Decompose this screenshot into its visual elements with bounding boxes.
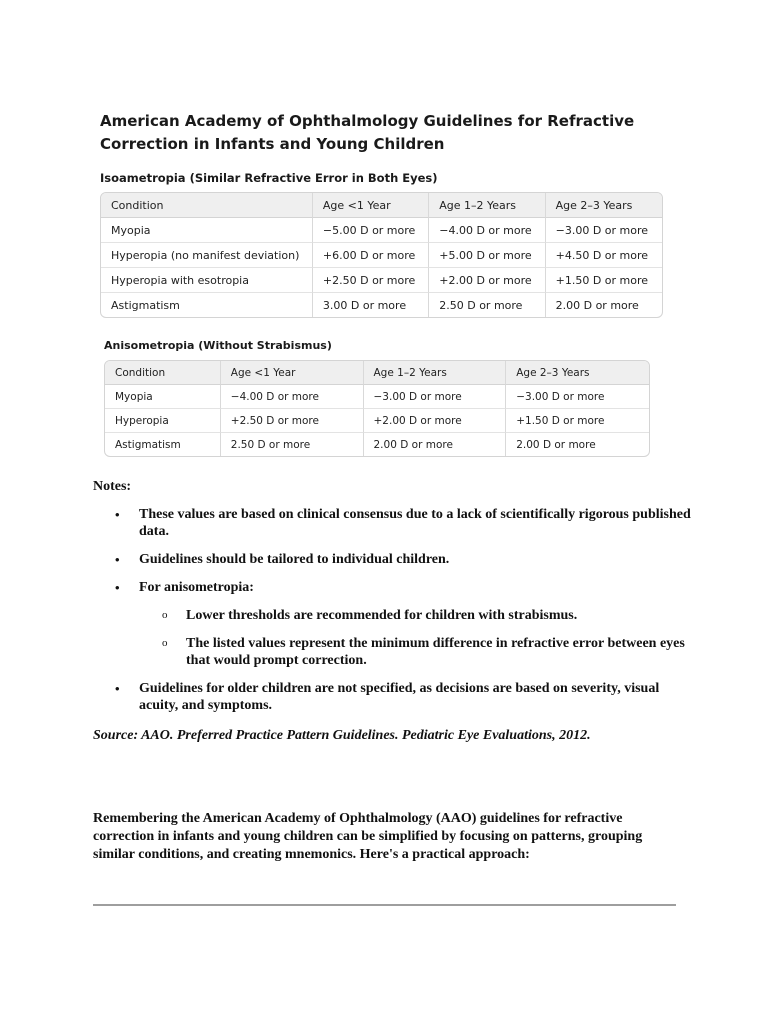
column-header: Age 2–3 Years — [546, 193, 662, 218]
table-header-row — [101, 193, 662, 218]
table-cell: Astigmatism — [101, 293, 313, 317]
page-title: American Academy of Ophthalmology Guidelines for Refractive Correction in Infants and Young Children — [100, 112, 635, 153]
table-cell: 2.00 D or more — [364, 433, 507, 456]
table-cell: −3.00 D or more — [506, 385, 649, 409]
column-header: Age 1–2 Years — [364, 361, 507, 385]
table-row — [105, 409, 649, 433]
table-cell: −5.00 D or more — [313, 218, 429, 243]
list-item: • Guidelines for older children are not specified, as decisions are based on severity, visual acuity, and symptoms. — [93, 680, 693, 714]
table-cell: 2.50 D or more — [429, 293, 545, 317]
table-cell: −4.00 D or more — [429, 218, 545, 243]
table-cell: Astigmatism — [105, 433, 221, 456]
table-row — [105, 433, 649, 456]
isoametropia-table — [100, 192, 663, 318]
table-cell: 2.00 D or more — [555, 298, 639, 312]
notes-list — [93, 506, 693, 714]
table-cell: Myopia — [101, 218, 313, 243]
source-citation: Source: AAO. Preferred Practice Pattern Guidelines. Pediatric Eye Evaluations, 2012. — [93, 728, 591, 743]
column-header: Age 1–2 Years — [429, 193, 545, 218]
table-cell: −4.00 D or more — [221, 385, 364, 409]
table-row — [101, 268, 662, 293]
table-cell: +1.50 D or more — [546, 268, 662, 293]
table-cell: Hyperopia with esotropia — [101, 268, 313, 293]
anisometropia-table — [104, 360, 650, 457]
table-cell: +1.50 D or more — [506, 409, 649, 433]
list-item — [93, 579, 693, 669]
notes-label: Notes: — [93, 479, 132, 494]
sub-list-item: o The listed values represent the minimum difference in refractive error between eyes that would prompt correction. — [139, 635, 693, 669]
table-row — [101, 243, 662, 268]
notes-section — [93, 478, 693, 725]
table-cell: +2.50 D or more — [313, 268, 429, 293]
isoametropia-heading: Isoametropia (Similar Refractive Error in Both Eyes) — [100, 171, 438, 185]
table-cell: +2.00 D or more — [429, 268, 545, 293]
sub-list — [139, 607, 693, 669]
table-row — [101, 218, 662, 243]
column-header: Age <1 Year — [313, 193, 429, 218]
table-cell: 2.00 D or more — [516, 438, 596, 451]
table-cell: +6.00 D or more — [313, 243, 429, 268]
table-cell: +2.00 D or more — [364, 409, 507, 433]
list-item: • These values are based on clinical consensus due to a lack of scientifically rigorous published data. — [93, 506, 693, 540]
column-header: Age <1 Year — [221, 361, 364, 385]
table-cell: Hyperopia (no manifest deviation) — [101, 243, 313, 268]
table-row — [101, 293, 662, 317]
column-header: Condition — [101, 193, 313, 218]
list-item: • Guidelines should be tailored to individual children. — [93, 551, 693, 568]
table-cell: Hyperopia — [105, 409, 221, 433]
table-cell: 2.50 D or more — [221, 433, 364, 456]
horizontal-divider — [93, 904, 676, 906]
sub-list-item: o Lower thresholds are recommended for children with strabismus. — [139, 607, 693, 624]
table-cell: +2.50 D or more — [221, 409, 364, 433]
table-row — [105, 385, 649, 409]
list-item-text: For anisometropia: — [139, 580, 254, 595]
table-cell: +4.50 D or more — [546, 243, 662, 268]
anisometropia-heading: Anisometropia (Without Strabismus) — [104, 339, 332, 352]
table-cell: Myopia — [105, 385, 221, 409]
table-cell: −3.00 D or more — [364, 385, 507, 409]
table-cell: −3.00 D or more — [546, 218, 662, 243]
intro-paragraph: Remembering the American Academy of Ophthalmology (AAO) guidelines for refractive correction in infants and young children can be simplified by focusing on patterns, grouping similar conditions, and creating mnemonics. Here's a practical approach: — [93, 811, 643, 862]
column-header: Age 2–3 Years — [506, 361, 649, 385]
table-cell: +5.00 D or more — [429, 243, 545, 268]
table-cell: 3.00 D or more — [313, 293, 429, 317]
table-header-row — [105, 361, 649, 385]
column-header: Condition — [105, 361, 221, 385]
